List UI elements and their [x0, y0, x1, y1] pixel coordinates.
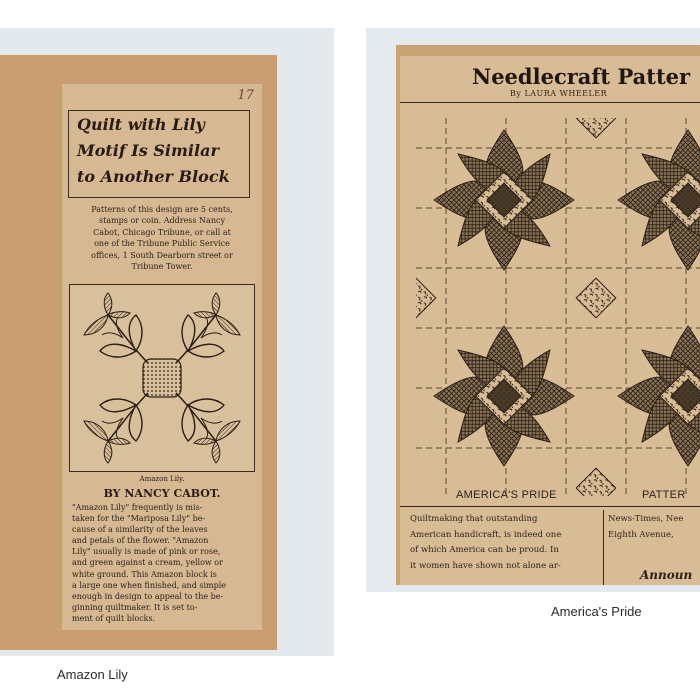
- column-rule: [400, 506, 700, 507]
- amazon-lily-illustration: [69, 284, 255, 472]
- body-line: white ground. This Amazon block is: [72, 569, 217, 579]
- intro-line: stamps or coin. Address Nancy: [99, 216, 225, 226]
- newspaper-clipping: [62, 84, 262, 630]
- article-body: [72, 502, 256, 624]
- illustration-caption: Amazon Lily.: [139, 475, 185, 483]
- body-line: a large one when finished, and simple: [72, 580, 227, 590]
- body-line: Eighth Avenue,: [608, 529, 674, 540]
- intro-line: Tribune Tower.: [131, 262, 193, 272]
- headline-line: Motif Is Similar: [77, 141, 219, 160]
- column-divider: [603, 510, 604, 585]
- amazon-lily-photo: [0, 28, 334, 656]
- body-line: ginning quiltmaker. It is set to-: [72, 602, 198, 612]
- article-column-right: [608, 512, 683, 543]
- headline-box: [68, 110, 250, 198]
- americas-pride-photo: [366, 28, 700, 592]
- americas-pride-quilt-illustration: [416, 118, 700, 496]
- intro-line: offices, 1 South Dearborn street or: [91, 250, 233, 260]
- body-line: it women have shown not alone ar-: [410, 560, 561, 571]
- body-line: of which America can be proud. In: [410, 545, 559, 555]
- newspaper-clipping: [400, 56, 700, 585]
- column-heading: Announ: [640, 568, 693, 582]
- body-line: and petals of the flower. "Amazon: [72, 536, 209, 546]
- headline-line: to Another Block: [77, 167, 230, 186]
- pattern-label: AMERICA'S PRIDE: [456, 489, 557, 501]
- body-line: American handicraft, is indeed one: [410, 529, 562, 540]
- intro-text: [72, 204, 252, 272]
- body-line: Quiltmaking that outstanding: [410, 514, 538, 524]
- page-number: 17: [237, 88, 254, 103]
- byline: BY NANCY CABOT.: [103, 487, 221, 500]
- intro-line: one of the Tribune Public Service: [94, 239, 230, 249]
- caption-americas-pride: America's Pride: [551, 604, 642, 619]
- body-line: "Amazon Lily" frequently is mis-: [72, 503, 203, 512]
- body-line: News-Times, Nee: [608, 514, 684, 524]
- masthead: [400, 56, 700, 103]
- pattern-label: PATTER: [642, 489, 686, 501]
- masthead-byline: By LAURA WHEELER: [510, 89, 608, 98]
- caption-amazon-lily: Amazon Lily: [57, 667, 128, 682]
- article-column-left: [410, 512, 561, 574]
- body-line: taken for the "Mariposa Lily" be-: [72, 514, 206, 524]
- intro-line: Patterns of this design are 5 cents,: [91, 205, 233, 214]
- masthead-title: Needlecraft Patter: [472, 64, 691, 89]
- body-line: cause of a similarity of the leaves: [72, 525, 208, 535]
- body-line: ment of quilt blocks.: [72, 613, 156, 623]
- body-line: enough in design to appeal to the be-: [72, 591, 224, 601]
- intro-line: Cabot, Chicago Tribune, or call at: [93, 227, 231, 237]
- body-line: and green against a cream, yellow or: [72, 558, 223, 568]
- headline-line: Quilt with Lily: [77, 115, 205, 134]
- body-line: Lily" usually is made of pink or rose,: [72, 547, 221, 557]
